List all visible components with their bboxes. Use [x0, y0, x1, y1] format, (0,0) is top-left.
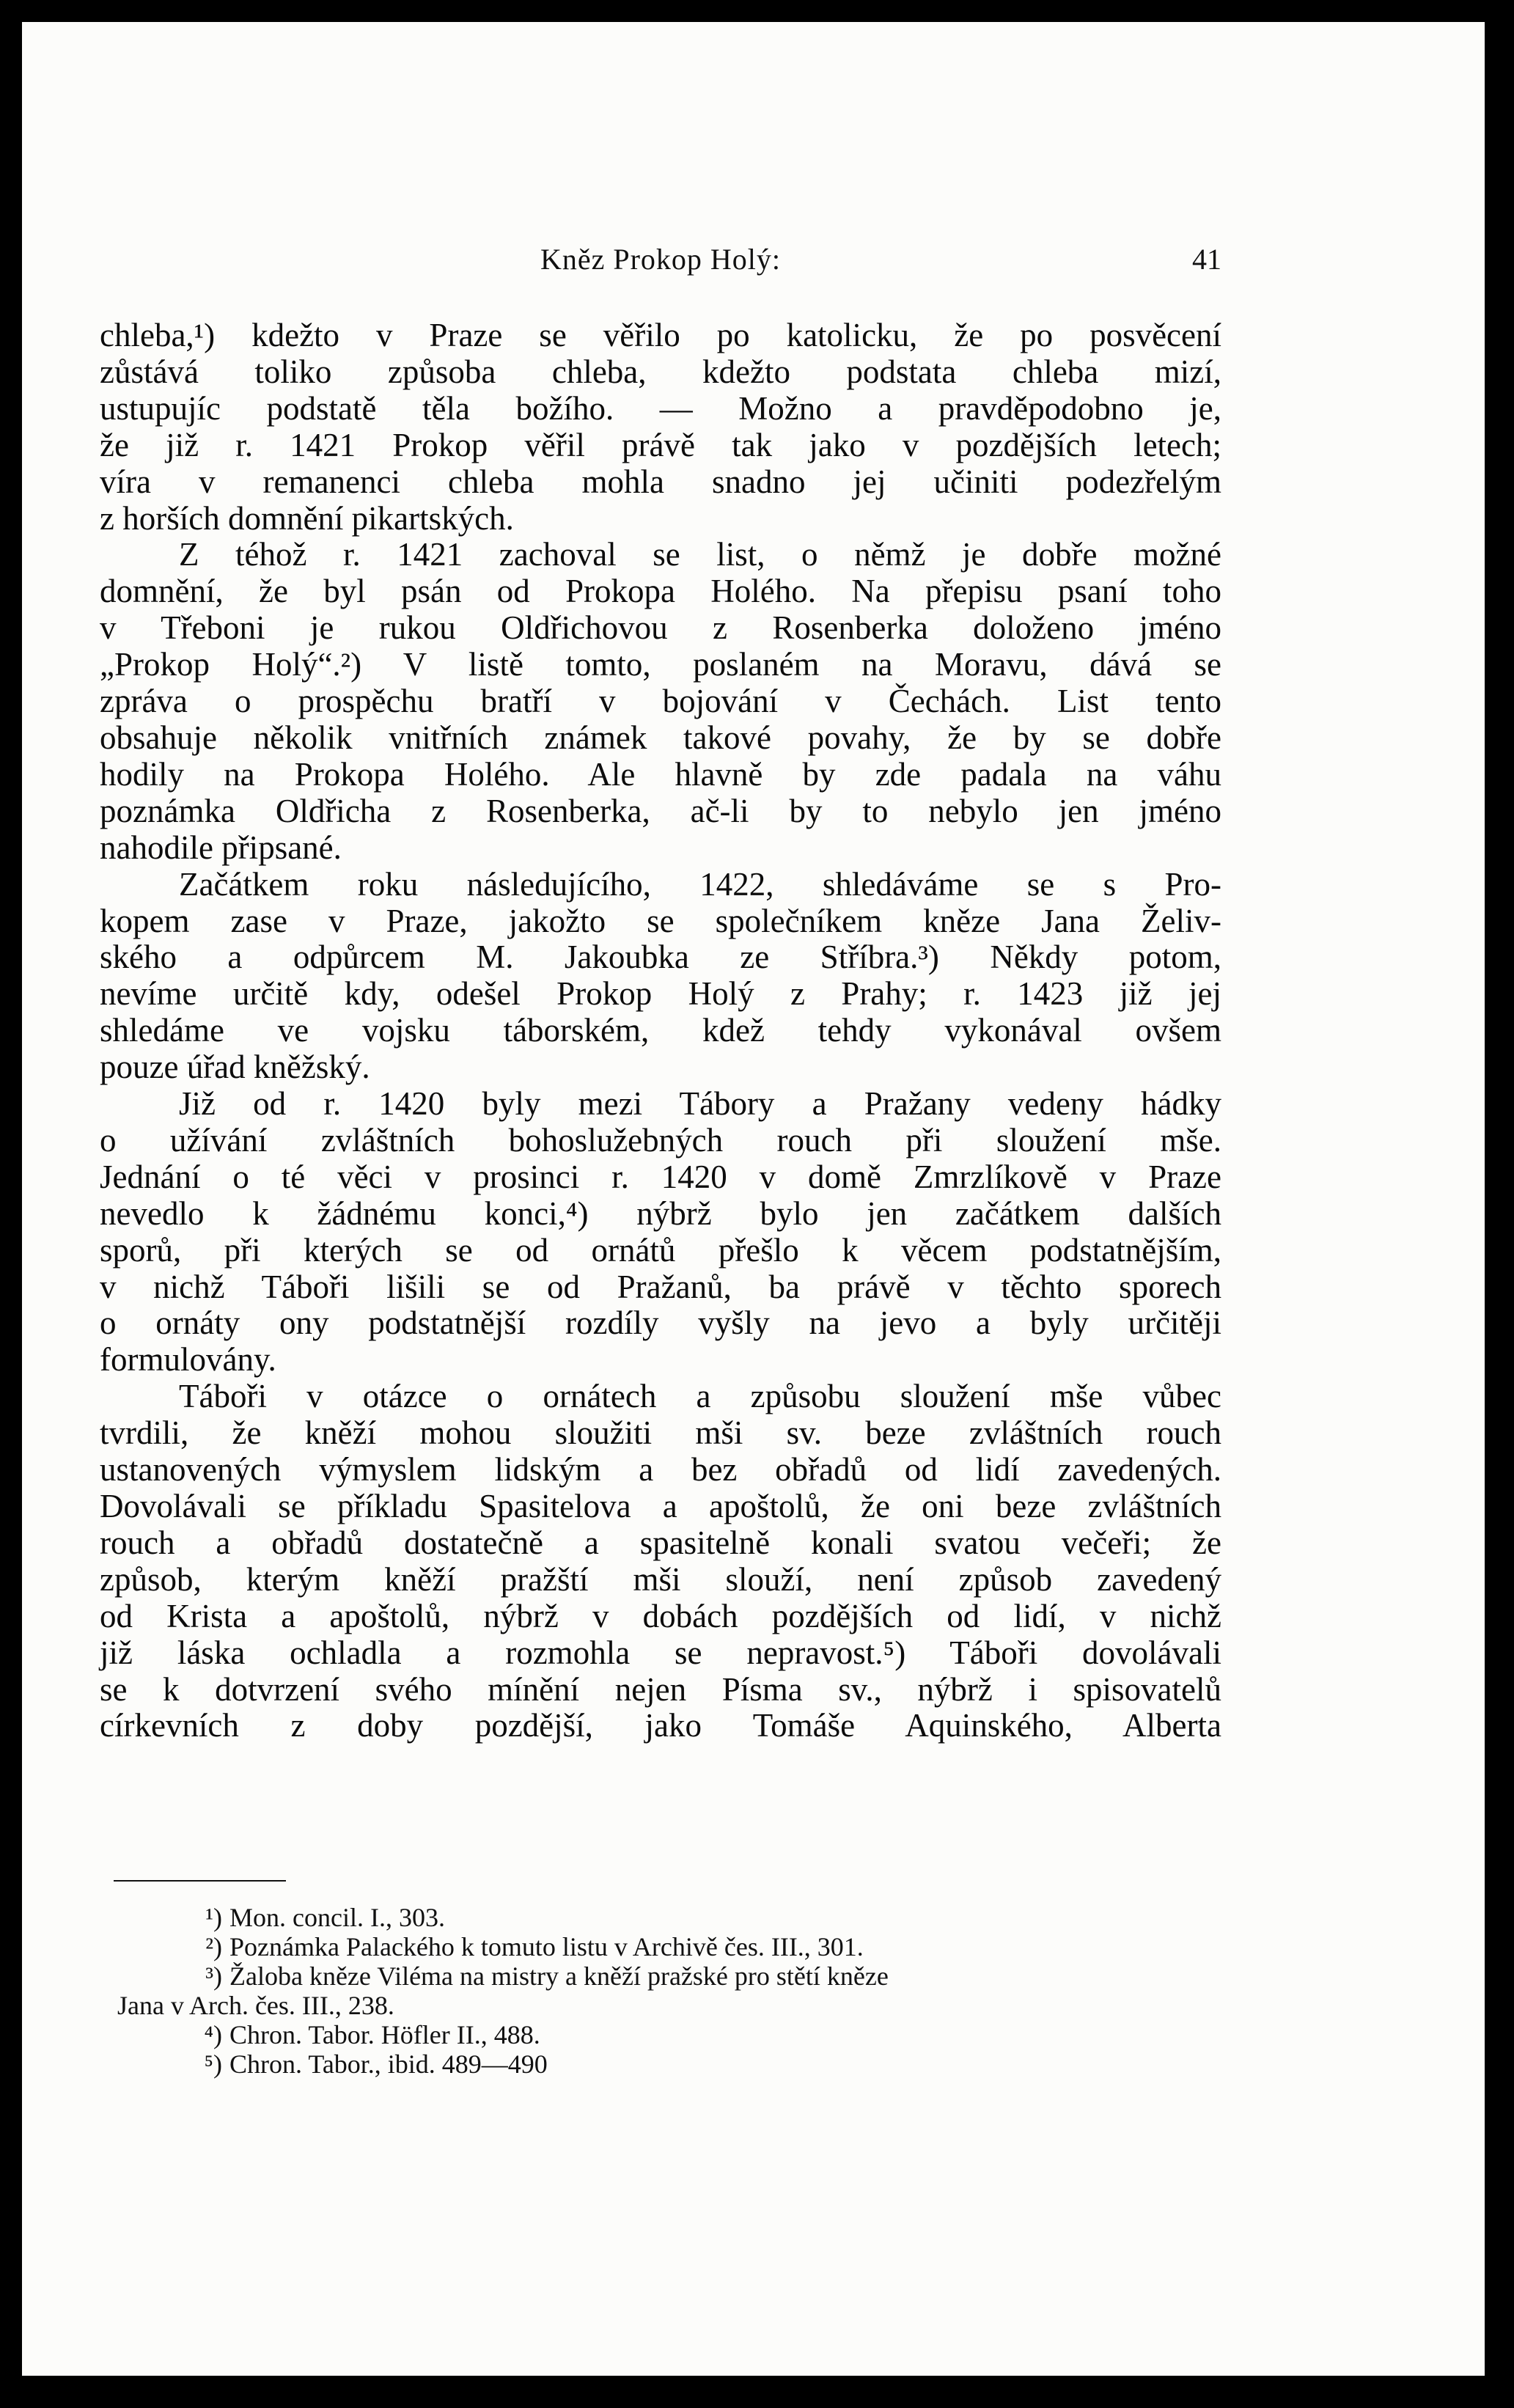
- footnote-divider: [114, 1880, 286, 1882]
- footnote-continuation: [117, 1991, 1210, 2020]
- text-line: poznámka Oldřicha z Rosenberka, ač-li by to nebylo jen jméno: [100, 792, 1221, 829]
- footnote: [117, 2020, 1210, 2049]
- text-line: o užívání zvláštních bohoslužebných rouch při sloužení mše.: [100, 1121, 1221, 1159]
- text-line: nevíme určitě kdy, odešel Prokop Holý z Prahy; r. 1423 již jej: [100, 975, 1221, 1013]
- body-text: [100, 317, 1221, 1744]
- page-number: 41: [1192, 243, 1221, 276]
- text-line: od Krista a apoštolů, nýbrž v dobách pozdějších od lidí, v nichž: [100, 1597, 1221, 1634]
- text-line: domnění, že byl psán od Prokopa Holého. Na přepisu psaní toho: [100, 573, 1221, 610]
- footnote-marker: ⁵): [204, 2049, 222, 2079]
- footnote-marker: ¹): [205, 1903, 222, 1932]
- running-title: Kněz Prokop Holý:: [540, 243, 782, 276]
- text-line: sporů, při kterých se od ornátů přešlo k věcem podstatnějším,: [100, 1231, 1221, 1269]
- footnote: [117, 1932, 1210, 1961]
- text-line: se k dotvrzení svého mínění nejen Písma sv., nýbrž i spisovatelů: [100, 1670, 1221, 1708]
- text-line: ustupujíc podstatě těla božího. — Možno a pravděpodobno je,: [100, 389, 1221, 427]
- text-line: pouze úřad kněžský.: [100, 1049, 370, 1086]
- footnote-text: Chron. Tabor. Höfler II., 488.: [229, 2020, 540, 2049]
- text-line: v nichž Táboři lišili se od Pražanů, ba právě v těchto sporech: [100, 1268, 1221, 1305]
- text-line: již láska ochladla a rozmohla se nepravost.⁵) Táboři dovolávali: [100, 1634, 1221, 1671]
- text-line: Táboři v otázce o ornátech a způsobu sloužení mše vůbec: [179, 1378, 1221, 1415]
- footnote: [117, 2049, 1210, 2079]
- text-line: nahodile připsané.: [100, 829, 342, 866]
- text-line: rouch a obřadů dostatečně a spasitelně konali svatou večeři; že: [100, 1524, 1221, 1561]
- text-line: z horších domnění pikartských.: [100, 499, 514, 537]
- text-line: hodily na Prokopa Holého. Ale hlavně by zde padala na váhu: [100, 755, 1221, 793]
- footnote-marker: ²): [205, 1932, 222, 1961]
- text-line: obsahuje několik vnitřních známek takové povahy, že by se dobře: [100, 719, 1221, 756]
- text-line: zpráva o prospěchu bratří v bojování v Čechách. List tento: [100, 683, 1221, 720]
- text-line: v Třeboni je rukou Oldřichovou z Rosenberka doloženo jméno: [100, 609, 1221, 647]
- footnote-text: Chron. Tabor., ibid. 489—490: [229, 2049, 548, 2079]
- footnotes: [117, 1903, 1210, 2079]
- footnote-marker: ⁴): [204, 2020, 222, 2049]
- footnote-marker: ³): [205, 1961, 222, 1991]
- text-line: Začátkem roku následujícího, 1422, shledáváme se s Pro-: [179, 865, 1221, 903]
- text-line: chleba,¹) kdežto v Praze se věřilo po katolicku, že po posvěcení: [100, 317, 1221, 353]
- footnote: [117, 1903, 1210, 1932]
- text-line: způsob, kterým kněží pražští mši slouží, není způsob zavedený: [100, 1560, 1221, 1598]
- text-line: Dovolávali se příkladu Spasitelova a apoštolů, že oni beze zvláštních: [100, 1488, 1221, 1524]
- footnote-text: Mon. concil. I., 303.: [229, 1903, 445, 1932]
- text-line: ustanovených výmyslem lidským a bez obřadů od lidí zavedených.: [100, 1451, 1221, 1489]
- footnote-text: Poznámka Palackého k tomuto listu v Archivě čes. III., 301.: [229, 1932, 864, 1961]
- text-line: ského a odpůrcem M. Jakoubka ze Stříbra.³) Někdy potom,: [100, 939, 1221, 976]
- text-line: tvrdili, že kněží mohou sloužiti mši sv. beze zvláštních rouch: [100, 1414, 1221, 1452]
- footnote-text: Žaloba kněze Viléma na mistry a kněží pražské pro stětí kněze: [229, 1961, 889, 1991]
- text-line: shledáme ve vojsku táborském, kdež tehdy vykonával ovšem: [100, 1012, 1221, 1049]
- text-line: formulovány.: [100, 1341, 276, 1379]
- text-line: zůstává toliko způsoba chleba, kdežto podstata chleba mizí,: [100, 353, 1221, 390]
- scan-border: [1496, 0, 1514, 2408]
- text-line: o ornáty ony podstatnější rozdíly vyšly na jevo a byly určitěji: [100, 1304, 1221, 1342]
- text-line: církevních z doby pozdější, jako Tomáše Aquinského, Alberta: [100, 1707, 1221, 1744]
- text-line: nevedlo k žádnému konci,⁴) nýbrž bylo jen začátkem dalších: [100, 1194, 1221, 1232]
- text-line: že již r. 1421 Prokop věřil právě tak jako v pozdějších letech;: [100, 426, 1221, 463]
- text-line: „Prokop Holý“.²) V listě tomto, poslaném na Moravu, dává se: [100, 646, 1221, 683]
- text-line: Již od r. 1420 byly mezi Tábory a Pražany vedeny hádky: [179, 1085, 1221, 1123]
- footnote-text: Jana v Arch. čes. III., 238.: [117, 1991, 394, 2020]
- text-line: víra v remanenci chleba mohla snadno jej učiniti podezřelým: [100, 463, 1221, 500]
- footnote: [117, 1961, 1210, 1991]
- text-line: kopem zase v Praze, jakožto se společníkem kněze Jana Želiv-: [100, 902, 1221, 939]
- page-header: [100, 242, 1221, 286]
- text-line: Jednání o té věci v prosinci r. 1420 v domě Zmrzlíkově v Praze: [100, 1158, 1221, 1195]
- text-line: Z téhož r. 1421 zachoval se list, o němž je dobře možné: [179, 536, 1221, 573]
